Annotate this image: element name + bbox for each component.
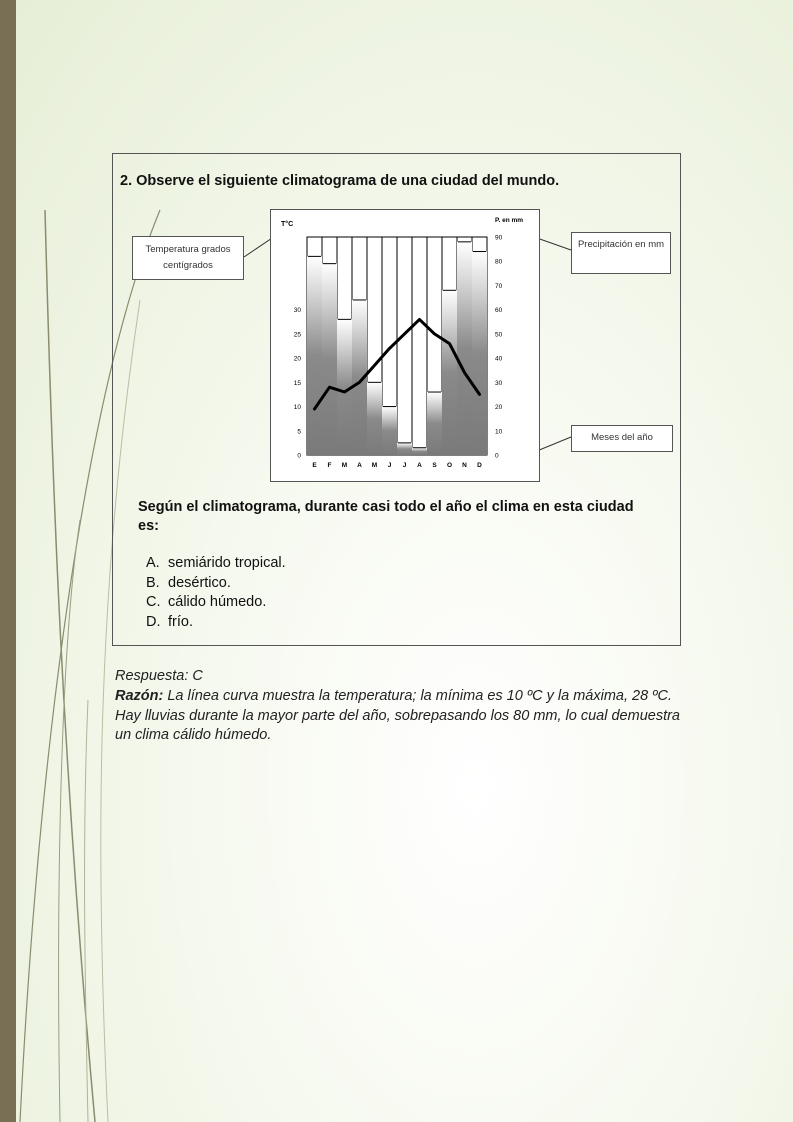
precip-tick-label: 20: [495, 404, 503, 412]
climatogram: [270, 209, 540, 482]
precip-bar: [427, 392, 442, 455]
option-d[interactable]: D. frío.: [146, 613, 193, 630]
left-axis-label: T°C: [281, 221, 294, 228]
question-stem: Según el climatograma, durante casi todo el año el clima en esta ciudad es:: [138, 499, 634, 534]
temp-tick-label: 20: [293, 355, 301, 363]
temp-tick-label: 15: [293, 379, 301, 387]
temp-tick-label: 5: [297, 428, 301, 436]
callout-precipitation: Precipitación en mm: [571, 232, 671, 274]
month-tick-label: M: [371, 462, 378, 469]
precip-tick-label: 10: [495, 428, 503, 436]
precip-bar: [472, 252, 487, 455]
month-tick-label: E: [312, 462, 317, 469]
reason-label: Razón:: [115, 688, 164, 704]
reason-text: La línea curva muestra la temperatura; la mínima es 10 ºC y la máxima, 28 ºC. Hay lluvias durante la mayor parte del año, sobrepasando los 80 mm, lo cual demuestra un clima cálido húmedo.: [115, 688, 680, 743]
precip-bar: [382, 407, 397, 455]
precip-bar: [307, 256, 322, 455]
month-tick-label: J: [387, 462, 392, 469]
callout-months: Meses del año: [571, 425, 673, 452]
precip-bar: [367, 382, 382, 455]
precip-tick-label: 70: [495, 282, 503, 290]
precip-tick-label: 60: [495, 307, 503, 315]
option-c[interactable]: C. cálido húmedo.: [146, 594, 267, 610]
options-list: [146, 555, 286, 633]
precip-tick-label: 90: [495, 234, 503, 242]
precip-bar: [322, 264, 337, 455]
question-title: 2. Observe el siguiente climatograma de una ciudad del mundo.: [120, 173, 560, 189]
month-tick-label: J: [402, 462, 407, 469]
month-tick-label: D: [477, 462, 482, 469]
month-tick-label: N: [462, 462, 467, 469]
option-a[interactable]: A. semiárido tropical.: [146, 555, 286, 571]
climatogram-svg: [271, 210, 539, 481]
option-b[interactable]: B. desértico.: [146, 574, 231, 591]
precip-tick-label: 0: [495, 452, 499, 460]
month-tick-label: A: [357, 462, 362, 469]
precip-bar: [412, 448, 427, 455]
precip-bar: [442, 290, 457, 455]
month-tick-label: A: [417, 462, 422, 469]
callout-temperature: Temperatura grados centígrados: [132, 236, 244, 280]
month-tick-label: S: [432, 462, 437, 469]
precip-tick-label: 80: [495, 258, 503, 266]
temp-tick-label: 25: [293, 331, 301, 339]
precip-tick-label: 30: [495, 379, 503, 387]
right-axis-label: P. en mm: [495, 217, 524, 224]
answer-line: Respuesta: C: [115, 668, 203, 684]
temp-tick-label: 10: [293, 404, 301, 412]
temp-tick-label: 0: [297, 452, 301, 460]
month-tick-label: O: [446, 462, 453, 469]
answer-reason: [115, 687, 695, 746]
precip-bar: [457, 242, 472, 455]
precip-tick-label: 50: [495, 331, 503, 339]
precip-tick-label: 40: [495, 355, 503, 363]
temp-tick-label: 30: [293, 307, 301, 315]
month-tick-label: M: [341, 462, 348, 469]
precip-bar: [397, 443, 412, 455]
month-tick-label: F: [327, 462, 332, 469]
